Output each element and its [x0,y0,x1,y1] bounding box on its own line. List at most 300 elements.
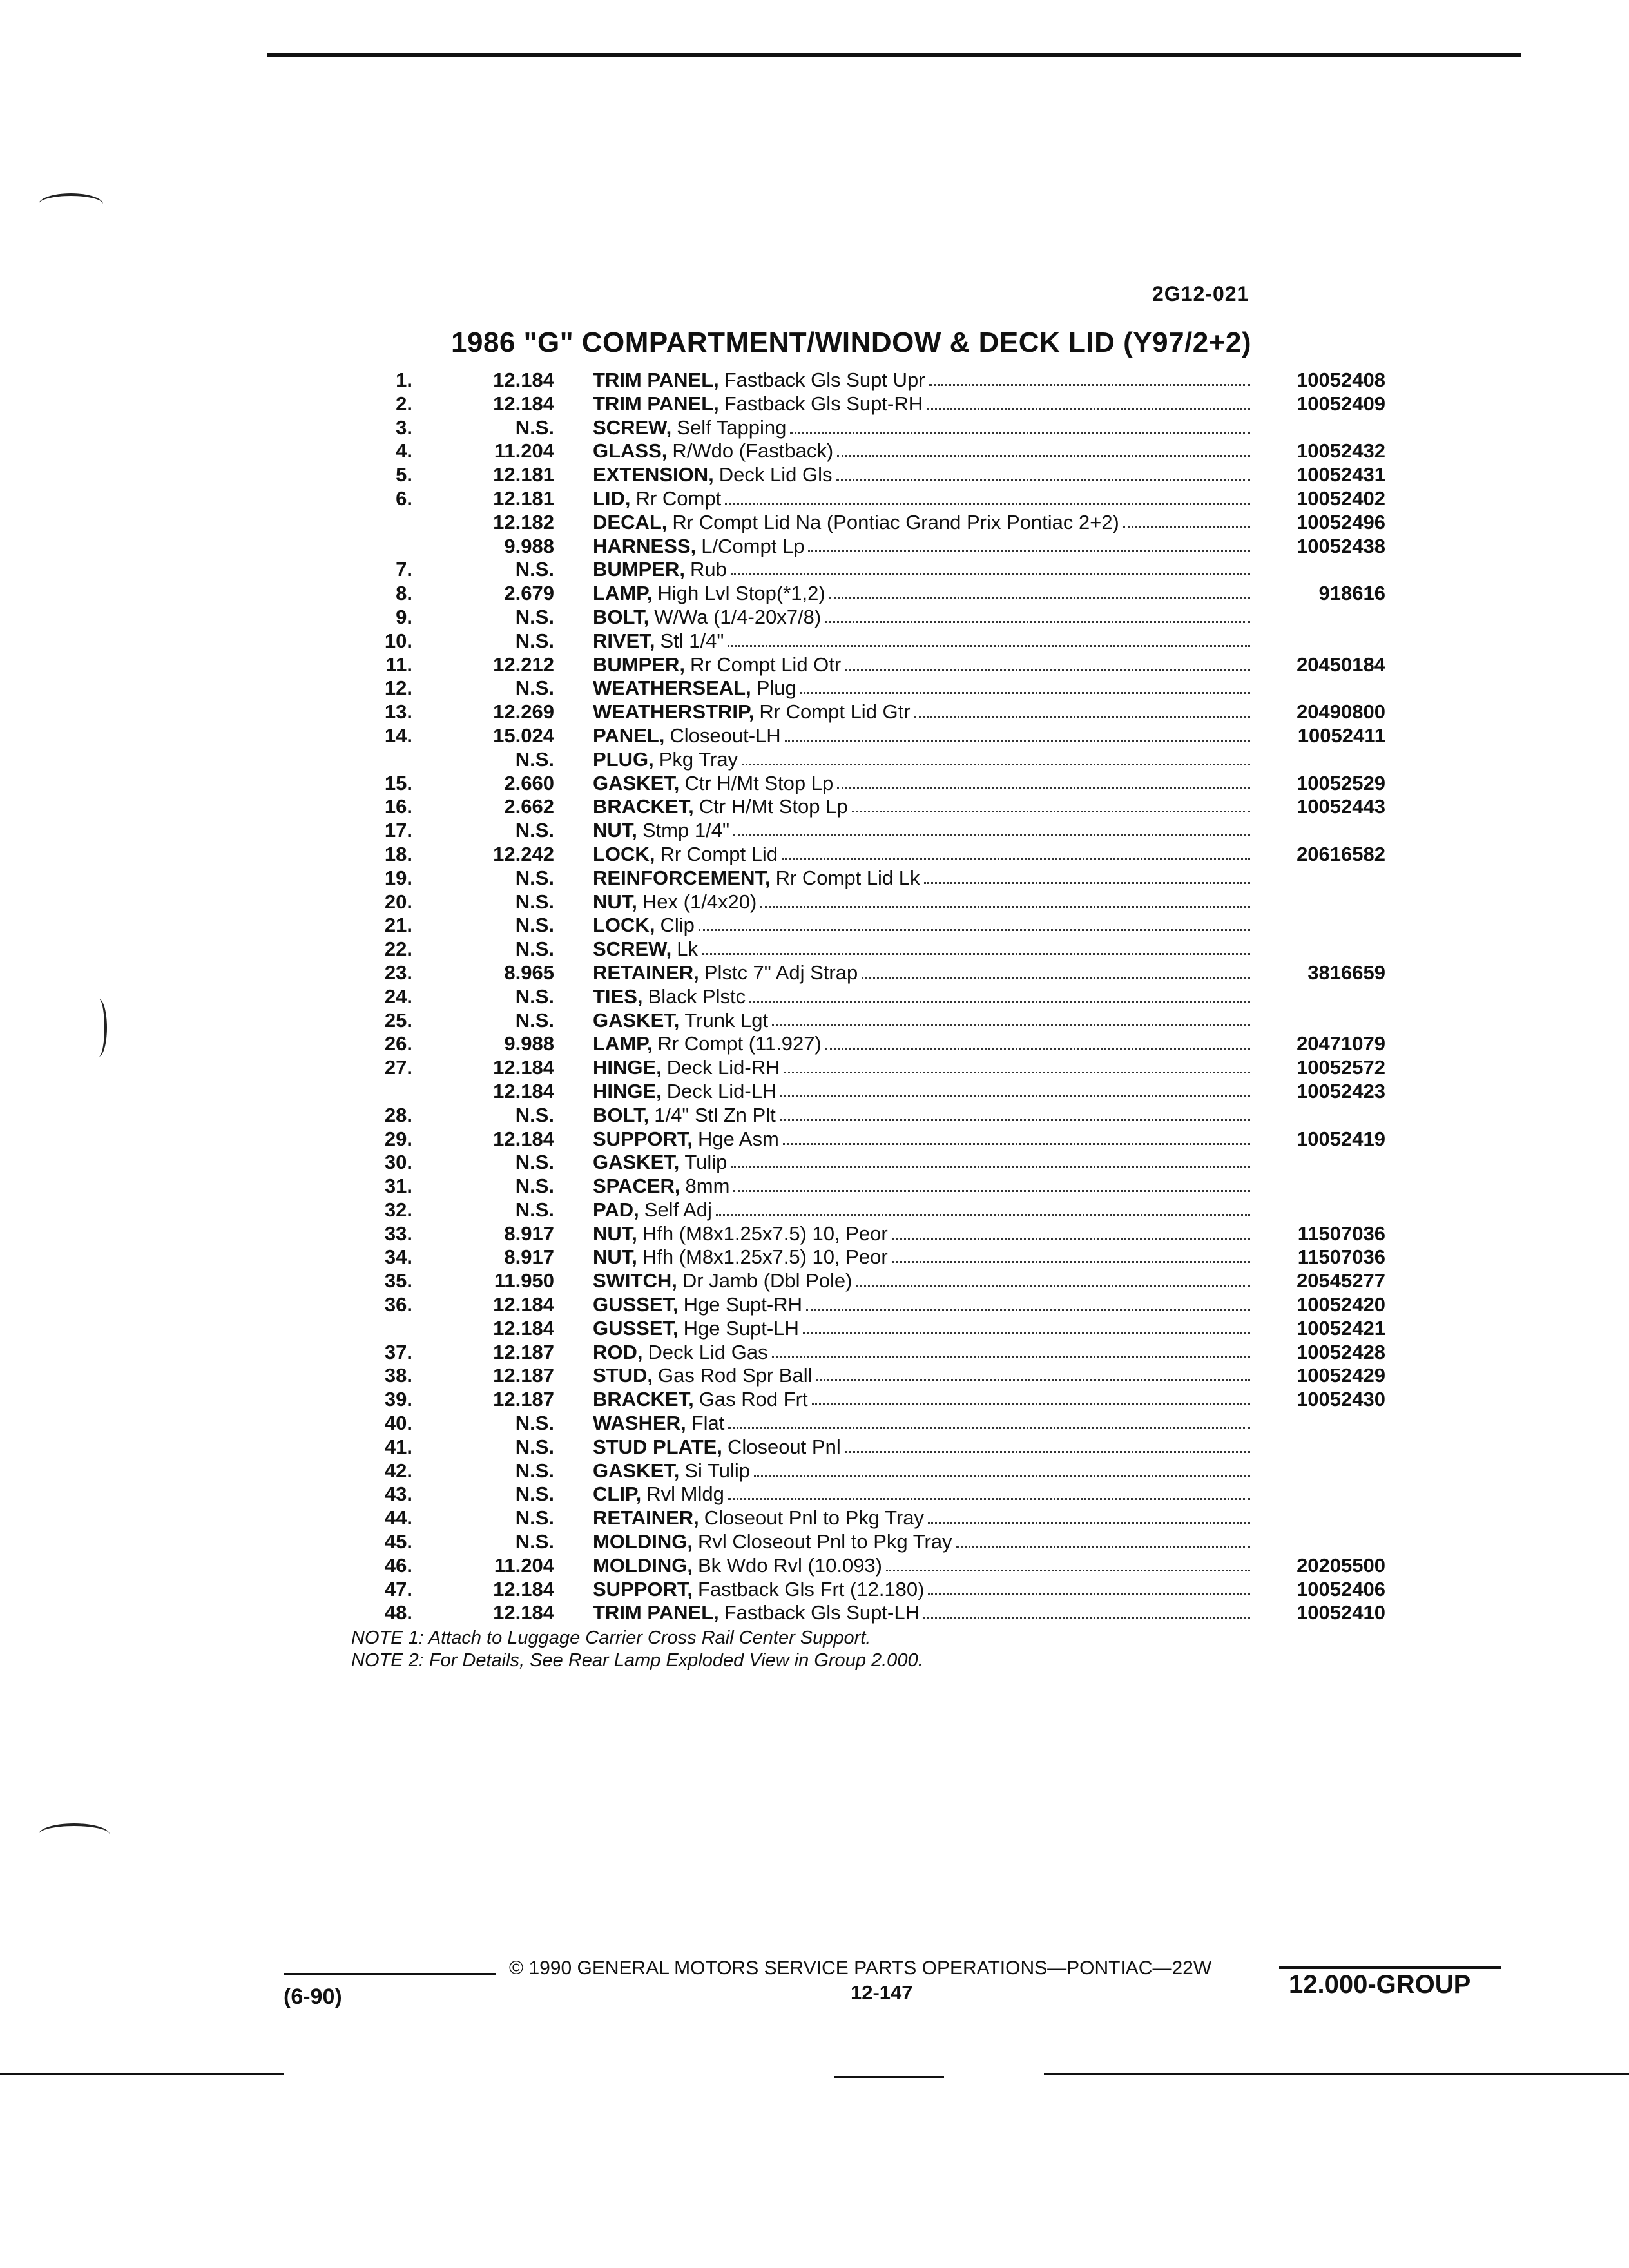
part-description [593,1601,1250,1625]
dot-leader [731,1151,1250,1168]
item-number: 16. [384,795,412,818]
dot-leader [836,463,1251,481]
parts-row [342,867,1385,890]
item-number: 8. [396,582,412,605]
dot-leader [760,890,1250,908]
group-number: 11.204 [494,439,554,463]
item-number: 30. [384,1151,412,1174]
part-detail: Stmp 1/4" [642,819,729,842]
dot-leader [808,535,1250,552]
part-number: 10052421 [1296,1316,1385,1340]
part-number: 10052429 [1296,1364,1385,1387]
group-number: 12.184 [493,1601,554,1624]
dot-leader [892,1222,1250,1240]
part-number: 10052529 [1296,771,1385,794]
part-detail: Rvl Closeout Pnl to Pkg Tray [698,1530,952,1553]
part-name: LOCK, [593,914,655,937]
item-number: 15. [384,771,412,794]
part-description [593,1269,1250,1293]
dot-leader [790,416,1250,434]
item-number: 22. [384,937,412,961]
part-name: TRIM PANEL, [593,1601,719,1624]
part-name: LID, [593,486,631,510]
group-number: 11.204 [494,1553,554,1577]
part-detail: Dr Jamb (Dbl Pole) [682,1269,853,1293]
group-number: N.S. [515,1412,554,1435]
item-number: 35. [384,1269,412,1293]
part-description [593,867,1250,890]
dot-leader [780,1104,1250,1121]
part-name: REINFORCEMENT, [593,866,771,889]
part-description [593,463,1250,487]
parts-row [342,1128,1385,1151]
part-number: 10052428 [1296,1340,1385,1363]
part-number: 11507036 [1297,1245,1385,1269]
part-number: 10052409 [1296,392,1385,415]
part-name: SUPPORT, [593,1577,693,1600]
part-detail: Hfh (M8x1.25x7.5) 10, Peor [642,1222,888,1245]
dot-leader [837,439,1250,457]
group-number: 12.184 [493,1127,554,1150]
part-name: RETAINER, [593,961,699,984]
part-description [593,1341,1250,1365]
part-number: 20471079 [1296,1032,1385,1055]
part-description [593,1459,1250,1483]
group-number: 15.024 [493,724,554,747]
part-detail: Hfh (M8x1.25x7.5) 10, Peor [642,1245,888,1269]
part-name: EXTENSION, [593,463,714,486]
part-description [593,1222,1250,1246]
parts-row [342,582,1385,606]
part-description [593,937,1250,961]
part-number: 10052438 [1296,534,1385,557]
item-number: 13. [384,700,412,724]
item-number: 5. [396,463,412,486]
group-number: 12.181 [493,463,554,486]
part-detail: Rub [689,558,727,581]
part-number: 20545277 [1296,1269,1385,1293]
part-name: WEATHERSTRIP, [593,700,755,724]
group-number: N.S. [515,1530,554,1553]
item-number: 11. [385,653,412,676]
dot-leader [862,961,1250,979]
part-number: 10052443 [1296,795,1385,818]
part-name: HINGE, [593,1056,662,1079]
part-description [593,369,1250,392]
revision-date: (6-90) [284,1984,342,2009]
part-name: GLASS, [593,439,668,463]
part-detail: High Lvl Stop(*1,2) [657,582,825,605]
parts-row [342,1104,1385,1128]
part-detail: Gas Rod Spr Ball [658,1364,813,1387]
parts-row [342,1056,1385,1080]
part-name: MOLDING, [593,1530,693,1553]
parts-row [342,772,1385,796]
part-number: 20450184 [1296,653,1385,676]
group-number: N.S. [515,1151,554,1174]
part-number: 10052402 [1296,486,1385,510]
part-detail: Ctr H/Mt Stop Lp [699,795,848,818]
part-detail: Deck Lid-LH [666,1079,777,1102]
part-description [593,1364,1250,1388]
group-number: 12.187 [493,1340,554,1363]
part-description [593,582,1250,606]
group-number: 2.660 [504,771,554,794]
part-description [593,1175,1250,1198]
dot-leader [856,1269,1250,1287]
part-description [593,653,1250,677]
dot-leader [845,1436,1250,1453]
group-number: 9.988 [504,1032,554,1055]
item-number: 47. [384,1577,412,1600]
part-description [593,1151,1250,1175]
group-number: N.S. [515,819,554,842]
item-number: 2. [396,392,412,415]
group-number: 9.988 [504,534,554,557]
part-number: 10052430 [1296,1388,1385,1411]
part-detail: Fastback Gls Supt Upr [724,369,925,391]
dot-leader [702,937,1250,955]
parts-row [342,985,1385,1009]
group-number: 12.184 [493,1577,554,1600]
part-description [593,1293,1250,1317]
group-number: N.S. [515,1198,554,1221]
dot-leader [731,558,1250,575]
item-number: 33. [384,1222,412,1245]
item-number: 25. [384,1008,412,1032]
part-number: 10052496 [1296,510,1385,533]
dot-leader [886,1554,1250,1571]
part-description [593,819,1250,843]
group-number: 8.917 [504,1222,554,1245]
item-number: 38. [384,1364,412,1387]
part-name: DECAL, [593,510,668,533]
part-number: 10052420 [1296,1293,1385,1316]
item-number: 42. [384,1459,412,1482]
parts-list [342,369,1385,1625]
part-name: SCREW, [593,937,672,961]
item-number: 29. [384,1127,412,1150]
dot-leader [725,487,1250,505]
parts-row [342,1080,1385,1104]
parts-row [342,677,1385,700]
group-number: N.S. [515,1483,554,1506]
part-description [593,1128,1250,1151]
bottom-rule-mid [834,2076,944,2078]
group-number: N.S. [515,937,554,961]
item-number: 20. [384,890,412,913]
group-number: N.S. [515,677,554,700]
parts-row [342,629,1385,653]
note-1: NOTE 1: Attach to Luggage Carrier Cross Rail Center Support. [351,1628,871,1648]
group-number: N.S. [515,914,554,937]
group-number: 12.184 [493,1316,554,1340]
page-title: 1986 "G" COMPARTMENT/WINDOW & DECK LID (Y97/2+2) [451,327,1252,358]
item-number: 40. [384,1412,412,1435]
part-name: HARNESS, [593,534,697,557]
part-name: NUT, [593,890,637,913]
part-detail: Deck Lid Gas [648,1340,768,1363]
item-number: 12. [384,677,412,700]
item-number: 44. [384,1506,412,1530]
item-number: 3. [396,416,412,439]
group-number: N.S. [515,1435,554,1458]
group-number: N.S. [515,605,554,628]
part-detail: Flat [691,1412,725,1435]
item-number: 37. [384,1340,412,1363]
part-detail: W/Wa (1/4-20x7/8) [654,605,822,628]
part-detail: Hge Supt-LH [683,1316,799,1340]
part-detail: 1/4" Stl Zn Plt [654,1103,776,1126]
part-name: STUD, [593,1364,653,1387]
part-name: GUSSET, [593,1293,679,1316]
group-label: 12.000-GROUP [1289,1970,1471,1999]
part-name: LOCK, [593,842,655,865]
dot-leader [1123,511,1250,528]
part-description [593,511,1250,535]
part-number: 918616 [1318,582,1385,605]
item-number: 18. [384,842,412,865]
part-name: TIES, [593,985,643,1008]
dot-leader [928,1506,1250,1524]
part-name: SUPPORT, [593,1127,693,1150]
part-description [593,1554,1250,1578]
item-number: 26. [384,1032,412,1055]
group-number: N.S. [515,1506,554,1530]
part-name: GASKET, [593,1008,680,1032]
part-number: 20490800 [1296,700,1385,724]
dot-leader [923,1601,1250,1619]
part-name: STUD PLATE, [593,1435,722,1458]
part-name: SCREW, [593,416,672,439]
group-number: N.S. [515,985,554,1008]
dot-leader [754,1459,1250,1477]
group-number: N.S. [515,1175,554,1198]
parts-row [342,1364,1385,1388]
part-number: 3816659 [1307,961,1385,984]
part-name: NUT, [593,1245,637,1269]
part-detail: Rr Compt (11.927) [657,1032,822,1055]
group-number: 12.184 [493,1293,554,1316]
note-2: NOTE 2: For Details, See Rear Lamp Exploded View in Group 2.000. [351,1650,923,1671]
item-number: 4. [396,439,412,463]
part-name: PLUG, [593,747,654,771]
part-description [593,1483,1250,1506]
part-description [593,1080,1250,1104]
parts-row [342,392,1385,416]
part-detail: Pkg Tray [659,747,738,771]
part-detail: Self Tapping [677,416,787,439]
group-number: 12.184 [493,1056,554,1079]
group-number: N.S. [515,416,554,439]
part-name: NUT, [593,1222,637,1245]
parts-row [342,511,1385,535]
item-number: 31. [384,1175,412,1198]
part-detail: Black Plstc [648,985,746,1008]
parts-row [342,1269,1385,1293]
part-detail: Gas Rod Frt [699,1388,808,1411]
part-description [593,985,1250,1009]
item-number: 34. [384,1245,412,1269]
dot-leader [749,985,1250,1003]
dot-leader [780,1080,1250,1097]
item-number: 28. [384,1103,412,1126]
part-description [593,772,1250,796]
item-number: 14. [384,724,412,747]
parts-row [342,1388,1385,1412]
part-description [593,1245,1250,1269]
dot-leader [800,677,1250,694]
notes [351,1627,923,1672]
dot-leader [784,1056,1250,1073]
item-number: 39. [384,1388,412,1411]
group-number: 12.212 [493,653,554,676]
group-number: 8.965 [504,961,554,984]
part-description [593,1317,1250,1341]
part-description [593,1104,1250,1128]
part-description [593,606,1250,629]
parts-row [342,606,1385,629]
dot-leader [924,867,1250,884]
part-number: 10052410 [1296,1601,1385,1624]
group-number: N.S. [515,866,554,889]
part-detail: Hge Asm [698,1127,779,1150]
group-number: 12.269 [493,700,554,724]
parts-row [342,1412,1385,1436]
group-number: N.S. [515,890,554,913]
part-description [593,1506,1250,1530]
dot-leader [733,1175,1250,1192]
parts-row [342,700,1385,724]
parts-row [342,1601,1385,1625]
part-name: SPACER, [593,1175,680,1198]
part-description [593,1436,1250,1459]
part-detail: Closeout Pnl [727,1435,841,1458]
part-description [593,487,1250,511]
page-code: 2G12-021 [1152,282,1249,305]
parts-row [342,1578,1385,1602]
part-name: LAMP, [593,582,653,605]
dot-leader [825,606,1250,623]
group-number: N.S. [515,1459,554,1482]
dot-leader [772,1009,1250,1026]
parts-row [342,843,1385,867]
part-number: 10052431 [1296,463,1385,486]
part-detail: Rr Compt Lid Lk [775,866,920,889]
part-description [593,961,1250,985]
parts-row [342,1293,1385,1317]
part-detail: Self Adj [644,1198,712,1221]
bottom-rule-right [1044,2073,1629,2075]
dot-leader [728,629,1250,647]
group-number: 12.187 [493,1364,554,1387]
part-detail: Clip [660,914,695,937]
part-description [593,416,1250,440]
parts-row [342,463,1385,487]
dot-leader [829,582,1250,599]
dot-leader [845,653,1250,671]
item-number: 45. [384,1530,412,1553]
item-number: 43. [384,1483,412,1506]
part-description [593,795,1250,819]
dot-leader [728,1483,1250,1500]
part-detail: Fastback Gls Supt-LH [724,1601,920,1624]
dot-leader [812,1388,1250,1405]
dot-leader [742,748,1250,765]
dot-leader [852,795,1250,812]
part-name: GASKET, [593,771,680,794]
part-detail: Rr Compt Lid [660,842,778,865]
part-detail: Closeout-LH [670,724,781,747]
dot-leader [914,700,1250,718]
parts-row [342,748,1385,772]
group-number: 12.187 [493,1388,554,1411]
parts-row [342,1341,1385,1365]
part-detail: Lk [677,937,699,961]
part-number: 20616582 [1296,842,1385,865]
part-detail: Stl 1/4" [660,629,724,652]
part-description [593,1009,1250,1033]
parts-row [342,1009,1385,1033]
parts-row [342,439,1385,463]
dot-leader [825,1032,1250,1050]
parts-row [342,795,1385,819]
dot-leader [782,843,1250,860]
dot-leader [892,1245,1250,1263]
group-number: N.S. [515,1008,554,1032]
item-number: 7. [396,558,412,581]
dot-leader [785,724,1250,742]
dot-leader [837,772,1250,789]
item-number: 41. [384,1435,412,1458]
parts-row [342,1554,1385,1578]
part-name: SWITCH, [593,1269,677,1293]
dot-leader [699,914,1250,931]
part-detail: Rr Compt Lid Na (Pontiac Grand Prix Pontiac 2+2) [672,510,1119,533]
dot-leader [927,392,1250,410]
part-name: WEATHERSEAL, [593,677,751,700]
part-description [593,1198,1250,1222]
item-number: 36. [384,1293,412,1316]
part-detail: Fastback Gls Supt-RH [724,392,923,415]
part-name: BRACKET, [593,795,694,818]
part-detail: Fastback Gls Frt (12.180) [698,1577,925,1600]
dot-leader [783,1128,1250,1145]
part-detail: Bk Wdo Rvl (10.093) [698,1553,882,1577]
parts-row [342,369,1385,392]
part-description [593,558,1250,582]
part-detail: Closeout Pnl to Pkg Tray [704,1506,924,1530]
part-description [593,1056,1250,1080]
part-detail: Rr Compt Lid Gtr [759,700,911,724]
parts-row [342,1459,1385,1483]
dot-leader [803,1317,1250,1334]
dot-leader [733,819,1250,836]
item-number: 24. [384,985,412,1008]
item-number: 32. [384,1198,412,1221]
part-detail: 8mm [685,1175,730,1198]
parts-row [342,1506,1385,1530]
part-detail: Tulip [684,1151,728,1174]
part-detail: Rr Compt [635,486,722,510]
dot-leader [816,1364,1251,1381]
parts-row [342,653,1385,677]
part-name: RIVET, [593,629,655,652]
footer-rule-right [1279,1966,1501,1969]
dot-leader [929,369,1250,386]
part-detail: Deck Lid-RH [666,1056,780,1079]
dot-leader [728,1412,1250,1429]
